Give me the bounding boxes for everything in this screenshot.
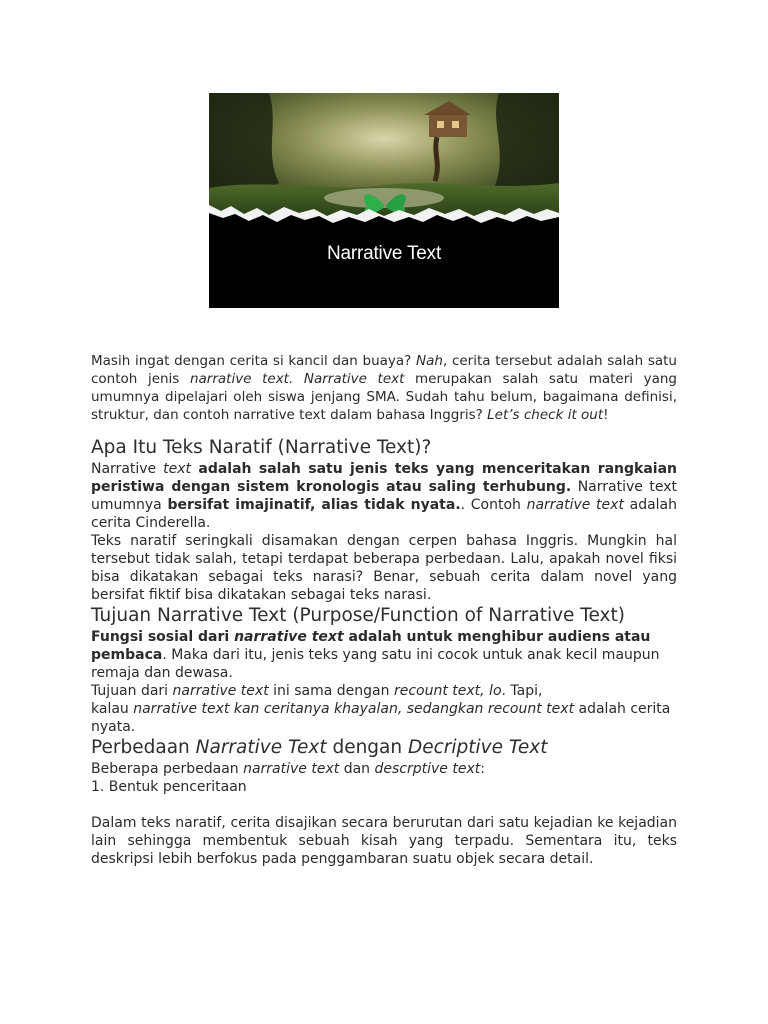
text-run: kalau <box>91 701 134 717</box>
hero-caption: Narrative Text <box>326 243 442 264</box>
text-run: narrative text <box>243 761 340 777</box>
text-run: descrptive text <box>374 761 481 777</box>
difference-intro <box>91 760 677 778</box>
text-run: ! <box>603 407 609 423</box>
text-run: Masih ingat dengan cerita si kancil dan buaya? <box>91 353 417 369</box>
text-run: Narrative text umumnya <box>91 479 677 513</box>
text-run: adalah cerita Cinderella. <box>91 497 678 531</box>
text-run: Teks naratif <box>91 533 177 549</box>
text-run: . Contoh <box>460 497 527 513</box>
text-run: . Tapi, <box>501 683 543 699</box>
text-run: narrative text. Narrative text <box>189 371 405 387</box>
spacer <box>91 424 677 436</box>
text-run: Fungsi sosial dari <box>91 629 235 645</box>
definition-paragraph <box>91 460 677 532</box>
comparison-paragraph <box>91 532 677 604</box>
text-run: adalah salah satu jenis teks yang menceritakan rangkaian peristiwa dengan sistem kronologis atau saling terhubung. <box>91 461 678 495</box>
text-run: bersifat imajinatif, alias tidak nyata. <box>167 497 461 513</box>
text-run: : <box>480 761 485 777</box>
text-run: text <box>163 461 192 477</box>
section-heading-difference <box>91 736 677 760</box>
text-run: seringkali disamakan dengan cerpen bahasa Inggris. Mungkin hal tersebut tidak salah, tetapi terdapat beberapa perbedaan. Lalu, apakah novel fiksi bisa dikatakan sebagai teks narasi? Benar, sebuah cerita dalam novel yang bersifat fiktif bisa dikatakan sebagai teks narasi. <box>91 533 677 603</box>
text-run: ini sama dengan <box>268 683 394 699</box>
text-run: . Maka dari itu, jenis teks yang satu ini cocok untuk anak kecil maupun remaja dan dewasa. <box>91 647 660 681</box>
text-run: recount text, lo <box>393 683 502 699</box>
section-heading-narrative-definition: Apa Itu Teks Naratif (Narrative Text)? <box>91 437 432 458</box>
text-run: Let’s check it out <box>487 407 604 423</box>
list-item: 1. Bentuk penceritaan <box>91 779 247 795</box>
text-run: adalah cerita nyata. <box>91 701 671 735</box>
text-run: narrative text <box>172 683 269 699</box>
article-body <box>91 352 677 868</box>
text-run: Nah <box>416 353 443 369</box>
text-run: merupakan salah satu materi yang umumnya dipelajari oleh siswa jenjang SMA. Sudah tahu belum, bagaimana definisi, struktur, dan contoh narrative text dalam bahasa Inggris? <box>91 371 677 423</box>
text-run: dengan <box>326 737 408 758</box>
fantasy-forest-illustration <box>209 93 559 308</box>
text-run: Narrative Text <box>195 737 327 758</box>
text-run: dan <box>339 761 375 777</box>
text-run: narrative text <box>234 629 344 645</box>
narration-form-paragraph: Dalam teks naratif, cerita disajikan secara berurutan dari satu kejadian ke kejadian lain sehingga membentuk sebuah kisah yang terpadu. Sementara itu, teks deskripsi lebih berfokus pada penggambaran suatu objek secara detail. <box>91 815 677 867</box>
text-run: Decriptive Text <box>408 737 548 758</box>
text-run: Perbedaan <box>91 737 196 758</box>
hero-image <box>209 93 559 308</box>
text-run: adalah untuk menghibur audiens atau pembaca <box>91 629 651 663</box>
section-heading-purpose: Tujuan Narrative Text (Purpose/Function of Narrative Text) <box>91 605 625 626</box>
intro-paragraph <box>91 352 677 424</box>
text-run: narrative text <box>526 497 624 513</box>
spacer <box>91 796 677 814</box>
text-run: Beberapa perbedaan <box>91 761 244 777</box>
text-run: narrative text kan ceritanya khayalan, sedangkan recount text <box>133 701 575 717</box>
text-run: Tujuan dari <box>91 683 173 699</box>
text-run: , cerita tersebut adalah salah satu contoh jenis <box>91 353 677 387</box>
purpose-comparison-paragraph <box>91 682 677 736</box>
purpose-paragraph <box>91 628 677 682</box>
text-run: Narrative <box>91 461 164 477</box>
